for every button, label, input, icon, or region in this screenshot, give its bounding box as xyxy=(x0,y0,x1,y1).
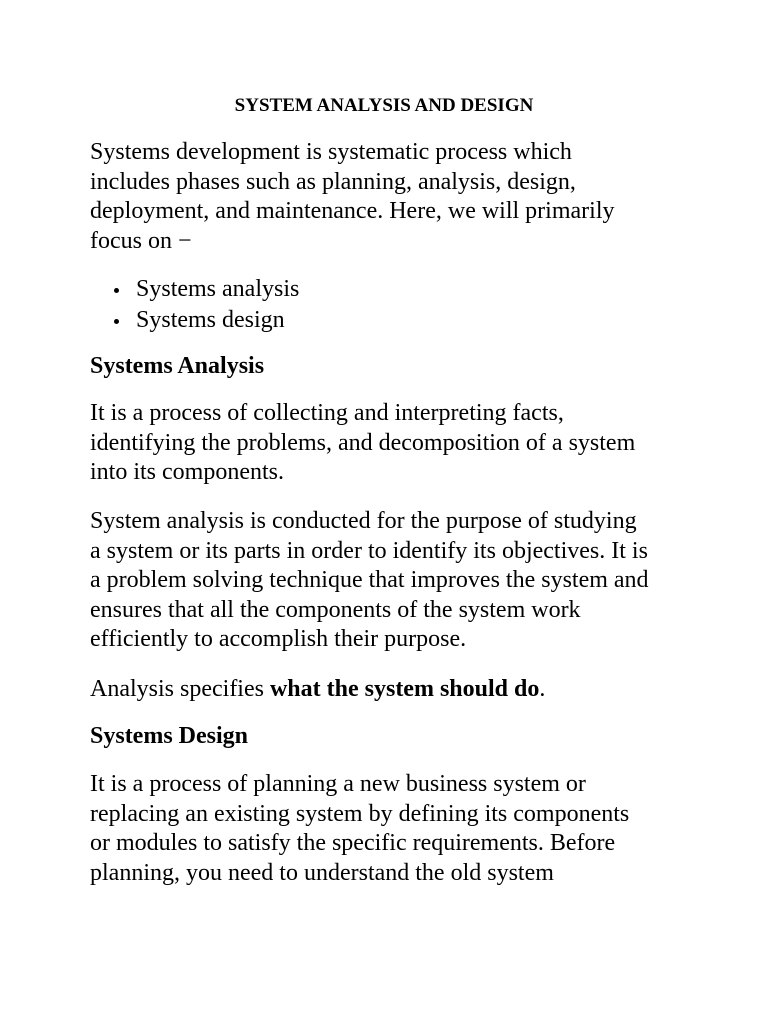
bullet-dot-icon xyxy=(114,288,119,293)
design-p1-line: It is a process of planning a new business system or xyxy=(90,771,586,797)
analysis-p1-line: identifying the problems, and decomposition of a system xyxy=(90,429,636,456)
design-p1-line: or modules to satisfy the specific requirements. Before xyxy=(90,830,616,856)
analysis-p2-line: a system or its parts in order to identify its objectives. It is xyxy=(90,537,648,564)
bullet-label: Systems design xyxy=(136,306,285,333)
intro-line: focus on − xyxy=(90,227,192,254)
analysis-paragraph-2 xyxy=(90,507,649,655)
document-title: SYSTEM ANALYSIS AND DESIGN xyxy=(234,95,534,116)
analysis-paragraph-1 xyxy=(90,399,635,488)
analysis-p2-line: a problem solving technique that improves the system and xyxy=(90,567,649,593)
analysis-p1-line: into its components. xyxy=(90,459,284,485)
intro-paragraph xyxy=(90,138,614,256)
bullet-item-systems-analysis xyxy=(90,274,299,305)
analysis-p2-line: efficiently to accomplish their purpose. xyxy=(90,626,467,652)
analysis-p1-line: It is a process of collecting and interpreting facts, xyxy=(90,400,564,426)
heading-systems-design: Systems Design xyxy=(90,723,249,749)
bullet-list xyxy=(90,274,299,335)
bullet-item-systems-design xyxy=(90,305,299,336)
analysis-summary-prefix: Analysis specifies xyxy=(90,676,270,702)
analysis-p2-line: System analysis is conducted for the purpose of studying xyxy=(90,508,637,534)
analysis-summary-emphasis: what the system should do xyxy=(269,676,540,702)
intro-line: deployment, and maintenance. Here, we will primarily xyxy=(90,198,615,224)
analysis-summary xyxy=(90,675,545,705)
design-paragraph-1 xyxy=(90,770,629,888)
design-p1-line: replacing an existing system by defining its components xyxy=(90,800,630,827)
bullet-dot-icon xyxy=(114,319,119,324)
bullet-label: Systems analysis xyxy=(136,276,300,302)
intro-line: includes phases such as planning, analysis, design, xyxy=(90,168,576,195)
heading-systems-analysis: Systems Analysis xyxy=(90,353,265,379)
analysis-p2-line: ensures that all the components of the system work xyxy=(90,596,581,623)
intro-line: Systems development is systematic process which xyxy=(90,139,572,165)
design-p1-line: planning, you need to understand the old system xyxy=(90,859,554,886)
analysis-summary-suffix: . xyxy=(539,676,546,702)
